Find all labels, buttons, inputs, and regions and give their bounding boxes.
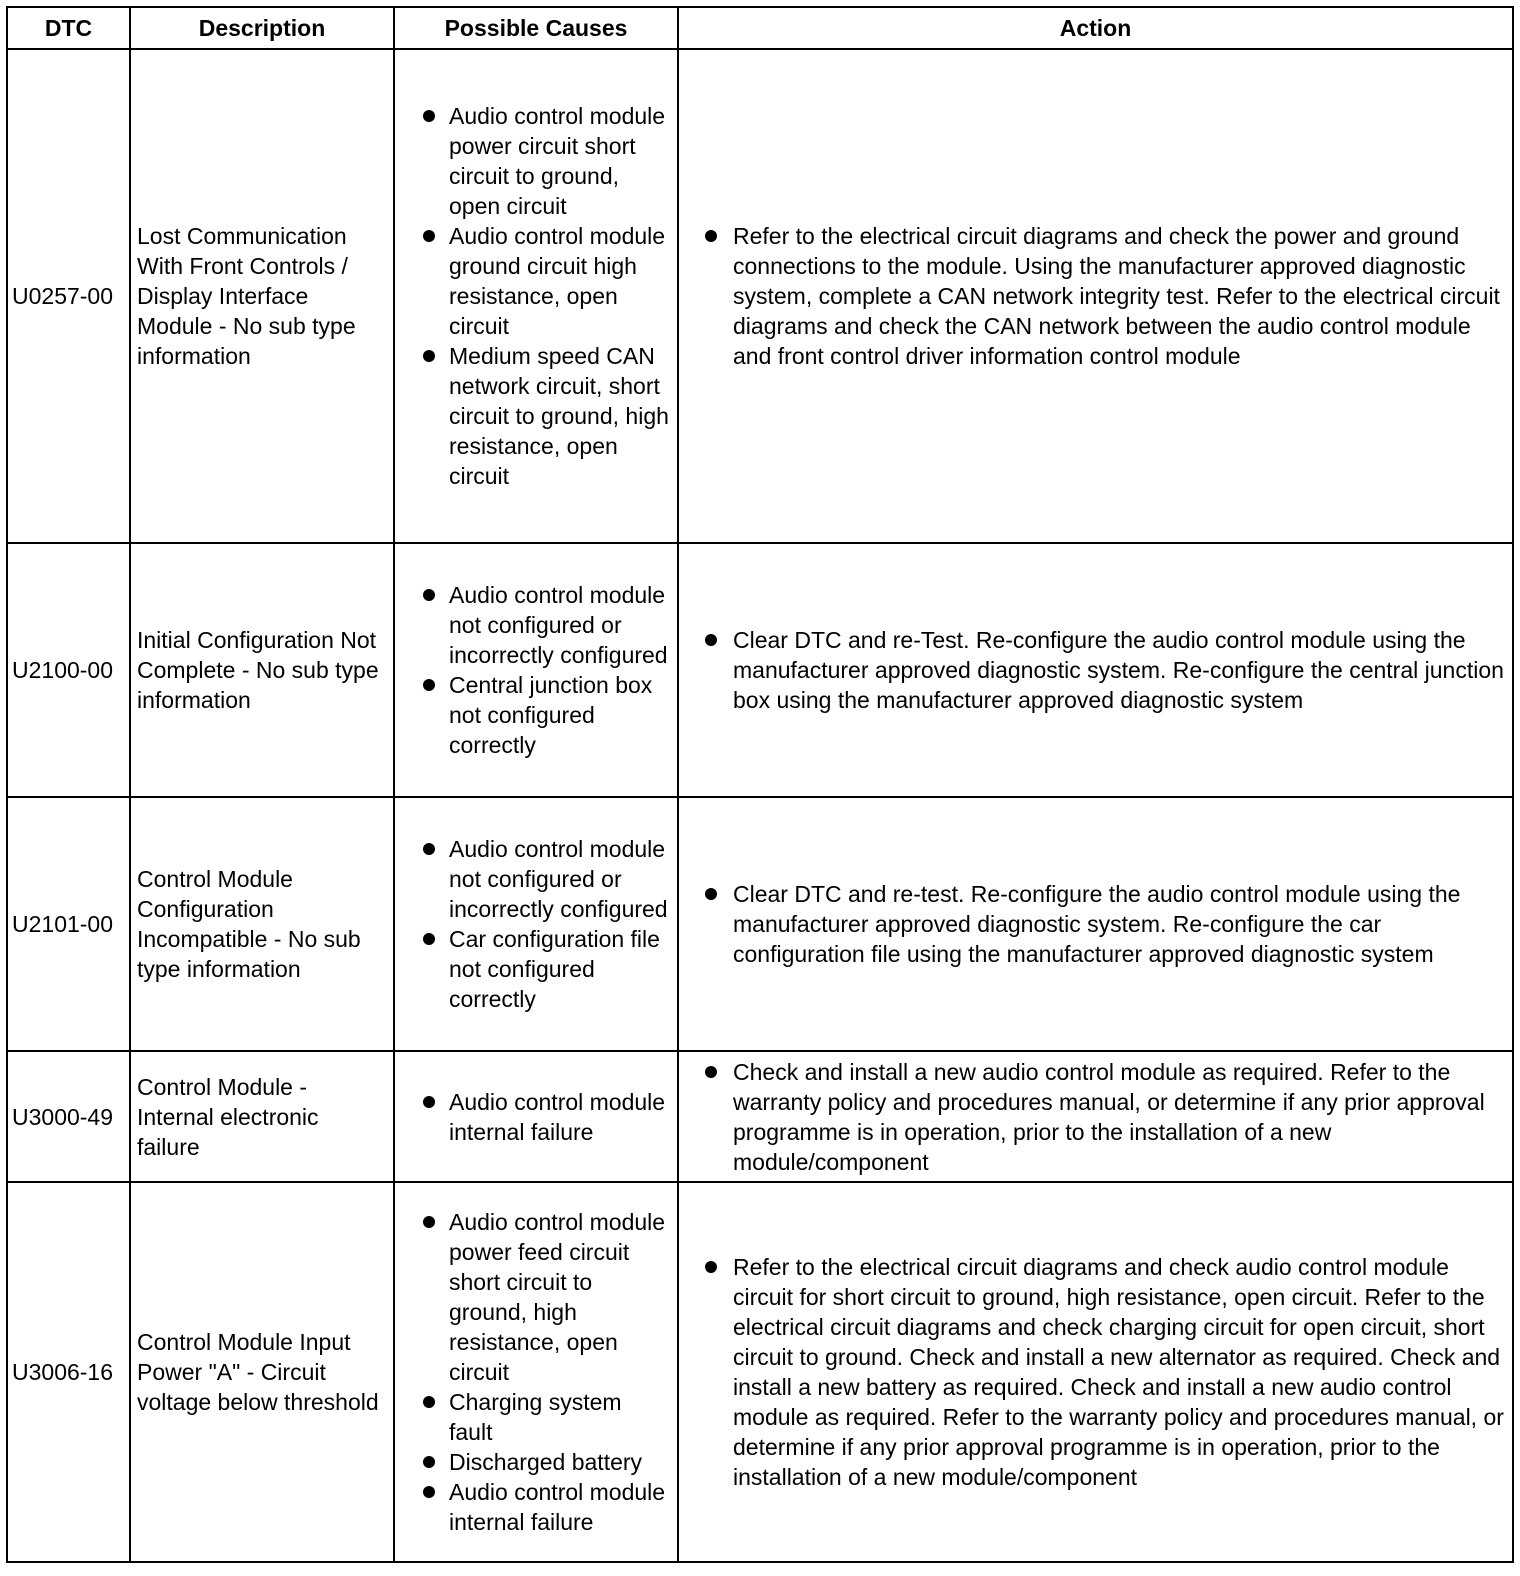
cause-text: Charging system fault: [449, 1389, 622, 1445]
table-row: [7, 1051, 1513, 1182]
cause-text: Car configuration file not configured correctly: [449, 926, 660, 1012]
bullet-icon: [423, 110, 435, 122]
cause-item: [401, 670, 671, 760]
bullet-icon: [423, 1096, 435, 1108]
action-item: [685, 221, 1504, 371]
bullet-icon: [423, 933, 435, 945]
action-item: [685, 625, 1504, 715]
bullet-icon: [423, 589, 435, 601]
bullet-icon: [423, 1396, 435, 1408]
bullet-icon: [423, 1486, 435, 1498]
action-item: [685, 1057, 1504, 1177]
cause-text: Audio control module not configured or incorrectly configured: [449, 582, 668, 668]
header-description: Description: [130, 7, 394, 49]
cause-text: Audio control module not configured or incorrectly configured: [449, 836, 668, 922]
bullet-icon: [705, 888, 717, 900]
dtc-code: U2100-00: [7, 543, 130, 797]
cause-text: Audio control module power circuit short circuit to ground, open circuit: [449, 103, 666, 219]
cause-item: [401, 1387, 671, 1447]
header-possible-causes: Possible Causes: [394, 7, 678, 49]
action-item: [685, 1252, 1504, 1492]
cause-item: [401, 221, 671, 341]
cause-item: [401, 924, 671, 1014]
dtc-description: Control Module Configuration Incompatible - No sub type information: [130, 797, 394, 1051]
cause-text: Audio control module ground circuit high resistance, open circuit: [449, 223, 666, 339]
dtc-code: U3006-16: [7, 1182, 130, 1562]
bullet-icon: [423, 350, 435, 362]
cause-item: [401, 1477, 671, 1537]
cause-item: [401, 1447, 671, 1477]
dtc-table: [6, 6, 1514, 1563]
cause-text: Audio control module internal failure: [449, 1479, 666, 1535]
action-cell: [678, 797, 1513, 1051]
cause-text: Central junction box not configured correctly: [449, 672, 653, 758]
bullet-icon: [423, 1216, 435, 1228]
cause-item: [401, 101, 671, 221]
bullet-icon: [423, 1456, 435, 1468]
action-text: Clear DTC and re-Test. Re-configure the audio control module using the manufacturer approved diagnostic system. Re-configure the central junction box using the manufacturer approved diagnostic system: [733, 627, 1504, 713]
bullet-icon: [705, 1066, 717, 1078]
table-row: [7, 543, 1513, 797]
cause-item: [401, 1207, 671, 1387]
possible-causes-cell: [394, 1182, 678, 1562]
header-row: [7, 7, 1513, 49]
bullet-icon: [705, 230, 717, 242]
table-row: [7, 49, 1513, 543]
possible-causes-cell: [394, 49, 678, 543]
bullet-icon: [423, 843, 435, 855]
dtc-code: U3000-49: [7, 1051, 130, 1182]
bullet-icon: [423, 679, 435, 691]
action-cell: [678, 1182, 1513, 1562]
cause-item: [401, 580, 671, 670]
dtc-code: U0257-00: [7, 49, 130, 543]
action-text: Clear DTC and re-test. Re-configure the audio control module using the manufacturer approved diagnostic system. Re-configure the car configuration file using the manufacturer approved diagnostic system: [733, 881, 1461, 967]
possible-causes-cell: [394, 543, 678, 797]
cause-text: Discharged battery: [449, 1449, 643, 1475]
action-cell: [678, 49, 1513, 543]
bullet-icon: [705, 634, 717, 646]
bullet-icon: [705, 1261, 717, 1273]
dtc-description: Control Module - Internal electronic failure: [130, 1051, 394, 1182]
dtc-description: Control Module Input Power "A" - Circuit voltage below threshold: [130, 1182, 394, 1562]
cause-item: [401, 1087, 671, 1147]
header-dtc: DTC: [7, 7, 130, 49]
action-text: Refer to the electrical circuit diagrams and check audio control module circuit for short circuit to ground, high resistance, open circuit. Refer to the electrical circuit diagrams and check charging circuit for open circuit, short circuit to ground. Check and install a new alternator as required. Check and install a new battery as required. Check and install a new audio control module as required. Refer to the warranty policy and procedures manual, or determine if any prior approval programme is in operation, prior to the installation of a new module/component: [733, 1254, 1504, 1490]
possible-causes-cell: [394, 797, 678, 1051]
cause-item: [401, 341, 671, 491]
dtc-description: Initial Configuration Not Complete - No sub type information: [130, 543, 394, 797]
table-row: [7, 797, 1513, 1051]
bullet-icon: [423, 230, 435, 242]
cause-text: Medium speed CAN network circuit, short circuit to ground, high resistance, open circuit: [449, 343, 669, 489]
action-cell: [678, 543, 1513, 797]
cause-text: Audio control module power feed circuit short circuit to ground, high resistance, open circuit: [449, 1209, 666, 1385]
possible-causes-cell: [394, 1051, 678, 1182]
table-row: [7, 1182, 1513, 1562]
dtc-code: U2101-00: [7, 797, 130, 1051]
action-text: Refer to the electrical circuit diagrams and check the power and ground connections to the module. Using the manufacturer approved diagnostic system, complete a CAN network integrity test. Refer to the electrical circuit diagrams and check the CAN network between the audio control module and front control driver information control module: [733, 223, 1500, 369]
dtc-description: Lost Communication With Front Controls / Display Interface Module - No sub type information: [130, 49, 394, 543]
header-action: Action: [678, 7, 1513, 49]
action-text: Check and install a new audio control module as required. Refer to the warranty policy and procedures manual, or determine if any prior approval programme is in operation, prior to the installation of a new module/component: [733, 1058, 1485, 1175]
action-cell: [678, 1051, 1513, 1182]
cause-item: [401, 834, 671, 924]
action-item: [685, 879, 1504, 969]
cause-text: Audio control module internal failure: [449, 1088, 666, 1145]
